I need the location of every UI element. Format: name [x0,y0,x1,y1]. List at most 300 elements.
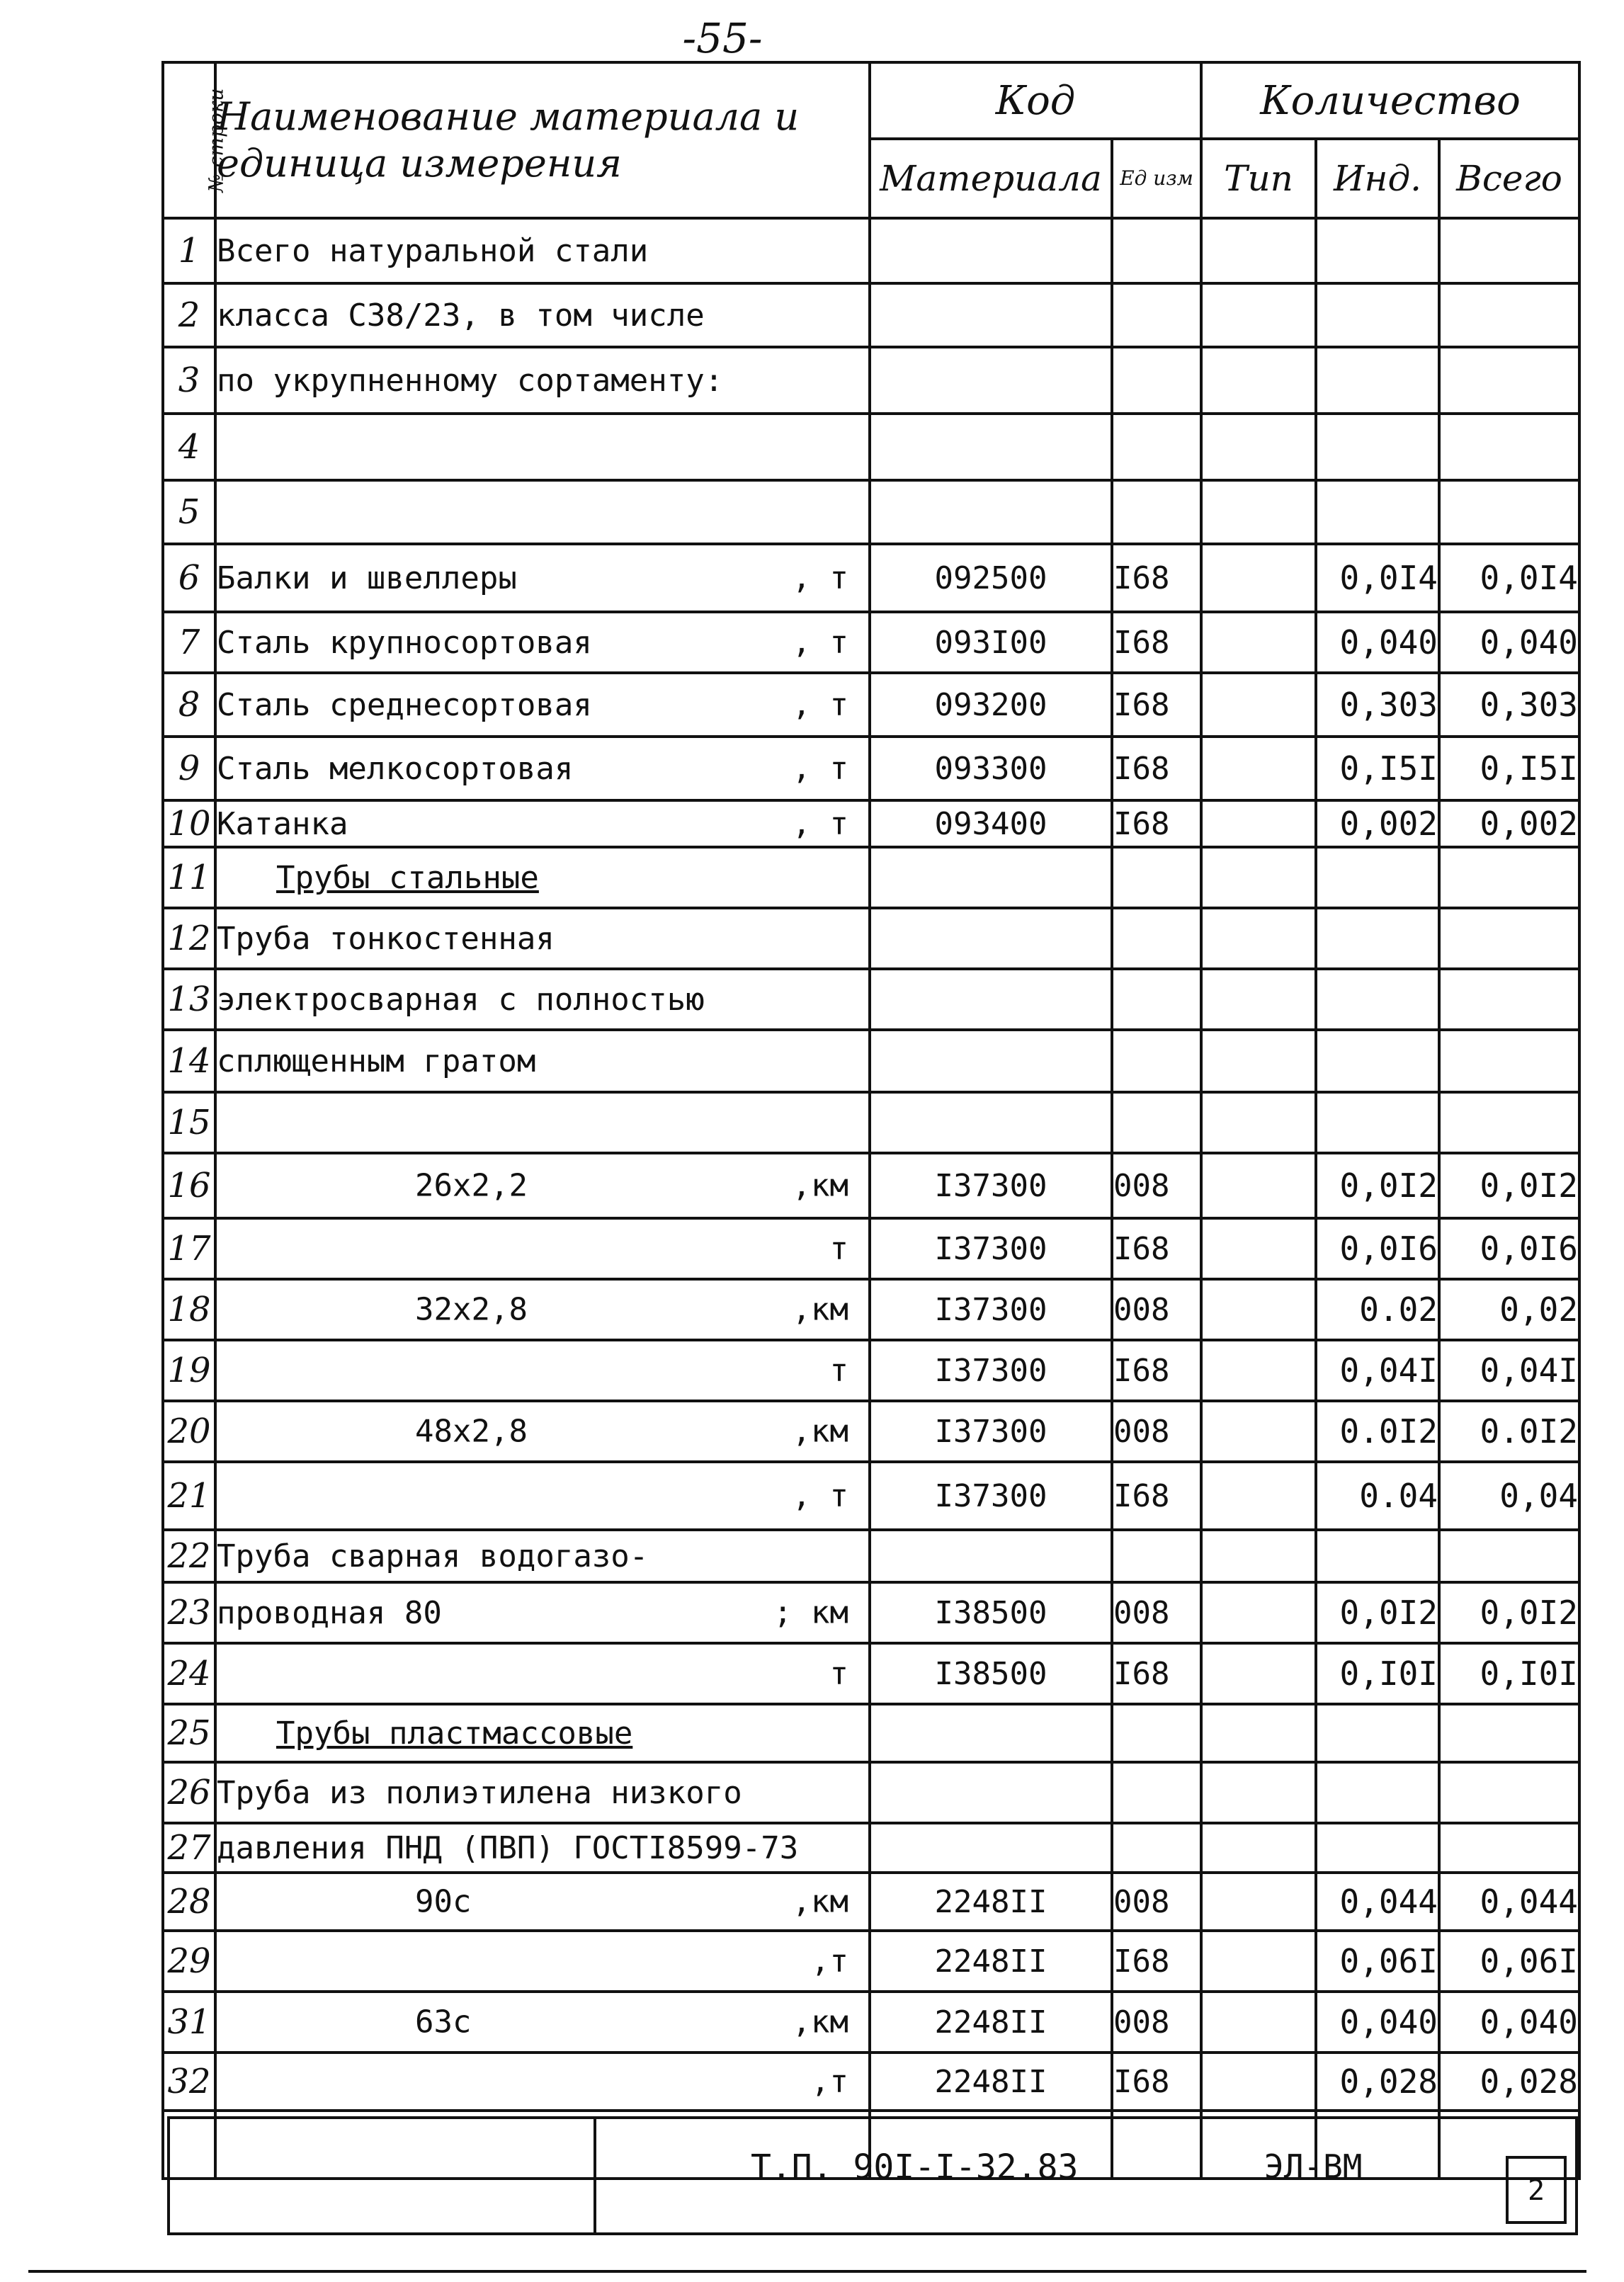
table-row [163,673,1579,737]
row-number: 32 [163,2053,215,2111]
qty-ind: 0,040 [1316,1992,1439,2053]
qty-ind [1316,347,1439,414]
table-row [163,1218,1579,1279]
title-block-divider [594,2119,596,2232]
unit-label: ,км [792,1167,848,1204]
qty-type [1201,908,1316,969]
row-number: 9 [163,737,215,800]
qty-total: 0,044 [1439,1873,1579,1931]
unit-code [1112,969,1201,1030]
qty-ind [1316,1092,1439,1153]
qty-total [1439,1530,1579,1582]
unit-label: т [829,1655,848,1692]
material-name-text: Трубы пластмассовые [276,1715,633,1752]
table-row [163,737,1579,800]
header-qty-type: Тип [1201,139,1316,218]
header-row-number: № строки [163,62,215,218]
qty-type [1201,969,1316,1030]
row-number: 13 [163,969,215,1030]
unit-code: 008 [1112,1279,1201,1340]
material-code [870,1030,1112,1092]
table-row [163,1030,1579,1092]
pipe-size: 90с [415,1883,472,1920]
table-body [163,218,1579,2179]
material-code [870,480,1112,544]
row-number: 28 [163,1873,215,1931]
row-number: 7 [163,612,215,673]
unit-code [1112,283,1201,347]
material-name [215,1992,870,2053]
table-row [163,1340,1579,1401]
material-code: I38500 [870,1582,1112,1643]
qty-ind: 0,06I [1316,1931,1439,1992]
table-row [163,1153,1579,1218]
material-name [215,908,870,969]
material-name-text: Труба тонкостенная [217,920,555,957]
unit-code: I68 [1112,2053,1201,2111]
material-code [870,414,1112,480]
header-code: Код [870,62,1201,139]
unit-label: т [829,1352,848,1389]
material-name [215,1582,870,1643]
material-name [215,1218,870,1279]
table-row [163,2053,1579,2111]
qty-ind: 0,028 [1316,2053,1439,2111]
unit-label: , т [792,624,848,661]
qty-total: 0,0I4 [1439,544,1579,612]
pipe-size: 48x2,8 [415,1413,528,1450]
qty-type [1201,673,1316,737]
row-number: 17 [163,1218,215,1279]
unit-code: I68 [1112,1218,1201,1279]
pipe-size: 32x2,8 [415,1291,528,1328]
unit-code: 008 [1112,1401,1201,1462]
material-name [215,1762,870,1823]
material-name-text: Сталь мелкосортовая [217,750,574,787]
material-name [215,1704,870,1762]
material-name-text: Сталь среднесортовая [217,686,592,723]
qty-total: 0,0I2 [1439,1153,1579,1218]
qty-total [1439,218,1579,283]
material-code: I37300 [870,1153,1112,1218]
row-number: 21 [163,1462,215,1530]
header-quantity: Количество [1201,62,1579,139]
qty-total [1439,414,1579,480]
table-row [163,800,1579,847]
material-name-text: давления ПНД (ПВП) ГОСТI8599-73 [217,1829,799,1866]
table-row [163,1401,1579,1462]
material-name-text: по укрупненному сортаменту: [217,362,724,399]
table-row [163,1992,1579,2053]
material-name [215,283,870,347]
material-code: 092500 [870,544,1112,612]
row-number: 10 [163,800,215,847]
qty-ind: 0,0I2 [1316,1582,1439,1643]
material-name [215,347,870,414]
qty-ind [1316,908,1439,969]
qty-total: 0,040 [1439,1992,1579,2053]
unit-code: 008 [1112,1873,1201,1931]
qty-total [1439,908,1579,969]
table-row [163,908,1579,969]
qty-total [1439,283,1579,347]
material-name [215,1340,870,1401]
qty-type [1201,1992,1316,2053]
row-number: 15 [163,1092,215,1153]
row-number: 25 [163,1704,215,1762]
qty-total: 0,02 [1439,1279,1579,1340]
qty-ind [1316,1704,1439,1762]
table-row [163,1873,1579,1931]
qty-type [1201,1218,1316,1279]
qty-total [1439,847,1579,908]
material-code [870,908,1112,969]
row-number: 8 [163,673,215,737]
header-qty-ind: Инд. [1316,139,1439,218]
qty-total [1439,480,1579,544]
material-code [870,1704,1112,1762]
qty-total: 0,04 [1439,1462,1579,1530]
qty-ind [1316,1530,1439,1582]
row-number: 22 [163,1530,215,1582]
qty-type [1201,1340,1316,1401]
unit-code: I68 [1112,612,1201,673]
unit-code [1112,218,1201,283]
unit-code [1112,1704,1201,1762]
qty-ind: 0.0I2 [1316,1401,1439,1462]
row-number: 26 [163,1762,215,1823]
material-code [870,1823,1112,1873]
qty-ind: 0,303 [1316,673,1439,737]
material-code [870,1092,1112,1153]
unit-label: , т [792,750,848,787]
row-number: 11 [163,847,215,908]
material-name-text: класса С38/23, в том числе [217,297,705,334]
qty-total: 0,303 [1439,673,1579,737]
row-number: 24 [163,1643,215,1704]
material-name [215,673,870,737]
qty-type [1201,1401,1316,1462]
material-code [870,347,1112,414]
material-name-text: Катанка [217,805,348,842]
material-name [215,1530,870,1582]
row-number: 29 [163,1931,215,1992]
qty-ind: 0.04 [1316,1462,1439,1530]
bottom-rule [28,2270,1586,2273]
unit-code [1112,847,1201,908]
unit-label: т [829,1230,848,1267]
qty-type [1201,1823,1316,1873]
table-row [163,283,1579,347]
table-row [163,1643,1579,1704]
pipe-size: 26x2,2 [415,1167,528,1204]
material-code [870,847,1112,908]
material-name-text: Сталь крупносортовая [217,624,592,661]
material-name [215,1279,870,1340]
unit-code [1112,414,1201,480]
material-name [215,218,870,283]
unit-code [1112,347,1201,414]
material-code: 2248II [870,1931,1112,1992]
qty-ind: 0,0I4 [1316,544,1439,612]
qty-ind: 0,I5I [1316,737,1439,800]
material-code [870,1762,1112,1823]
qty-type [1201,1030,1316,1092]
material-name [215,969,870,1030]
qty-type [1201,1582,1316,1643]
unit-code: 008 [1112,1582,1201,1643]
material-code: I37300 [870,1401,1112,1462]
qty-ind: 0,0I2 [1316,1153,1439,1218]
unit-code [1112,908,1201,969]
qty-total: 0,I5I [1439,737,1579,800]
row-number: 27 [163,1823,215,1873]
material-code: 093I00 [870,612,1112,673]
unit-code [1112,1823,1201,1873]
unit-label: ,км [792,1291,848,1328]
pipe-size: 63с [415,2004,472,2040]
row-number: 12 [163,908,215,969]
qty-ind [1316,283,1439,347]
material-name-text: Балки и швеллеры [217,560,517,596]
material-name [215,414,870,480]
qty-type [1201,1530,1316,1582]
qty-ind [1316,218,1439,283]
material-name [215,1931,870,1992]
unit-code: I68 [1112,673,1201,737]
material-code [870,283,1112,347]
unit-code: 008 [1112,1992,1201,2053]
qty-type [1201,1092,1316,1153]
qty-type [1201,1931,1316,1992]
qty-type [1201,1873,1316,1931]
row-number: 5 [163,480,215,544]
table-row [163,1279,1579,1340]
material-name [215,737,870,800]
table-row [163,1530,1579,1582]
unit-code [1112,1030,1201,1092]
material-name [215,1030,870,1092]
qty-ind: 0,002 [1316,800,1439,847]
page-number: -55- [682,14,763,62]
material-name [215,800,870,847]
table-row [163,847,1579,908]
unit-code: I68 [1112,1643,1201,1704]
qty-type [1201,800,1316,847]
row-number: 18 [163,1279,215,1340]
drawing-mark: ЭЛ-ВМ [1264,2147,1363,2186]
unit-code: I68 [1112,737,1201,800]
table-row [163,612,1579,673]
qty-total [1439,347,1579,414]
unit-label: , т [792,1477,848,1514]
unit-label: , т [792,686,848,723]
unit-code: I68 [1112,544,1201,612]
qty-ind [1316,1030,1439,1092]
unit-label: ,км [792,1413,848,1450]
table-row [163,414,1579,480]
qty-total: 0,06I [1439,1931,1579,1992]
qty-total [1439,1762,1579,1823]
qty-type [1201,1704,1316,1762]
material-name [215,1462,870,1530]
qty-ind: 0,044 [1316,1873,1439,1931]
qty-ind [1316,847,1439,908]
material-name-text: электросварная с полностью [217,981,705,1018]
table-row [163,218,1579,283]
qty-type [1201,1462,1316,1530]
qty-ind: 0.02 [1316,1279,1439,1340]
row-number: 31 [163,1992,215,2053]
document-code: Т.П. 90I-I-32.83 [751,2147,1079,2187]
table-row [163,1762,1579,1823]
qty-total: 0,002 [1439,800,1579,847]
table-row [163,1931,1579,1992]
unit-code: I68 [1112,1931,1201,1992]
material-name-text: проводная 80 [217,1594,442,1631]
qty-total: 0,0I6 [1439,1218,1579,1279]
unit-code [1112,1092,1201,1153]
material-code: 2248II [870,1873,1112,1931]
qty-ind: 0,040 [1316,612,1439,673]
qty-ind [1316,414,1439,480]
qty-total [1439,1030,1579,1092]
qty-type [1201,1643,1316,1704]
qty-type [1201,737,1316,800]
unit-code: I68 [1112,800,1201,847]
qty-ind [1316,480,1439,544]
unit-code: 008 [1112,1153,1201,1218]
header-code-unit: Ед изм [1112,139,1201,218]
table-row [163,1823,1579,1873]
qty-total: 0,028 [1439,2053,1579,2111]
material-code: 2248II [870,1992,1112,2053]
material-name-text: Трубы стальные [276,859,539,896]
qty-ind [1316,1823,1439,1873]
qty-type [1201,414,1316,480]
unit-label: ,т [811,2063,848,2100]
row-number: 4 [163,414,215,480]
unit-label: , т [792,805,848,842]
material-name [215,544,870,612]
qty-total [1439,1823,1579,1873]
material-name [215,2053,870,2111]
table-row [163,1462,1579,1530]
table-row [163,1092,1579,1153]
qty-total: 0.0I2 [1439,1401,1579,1462]
qty-type [1201,1153,1316,1218]
material-name-text: сплющенным гратом [217,1043,536,1079]
qty-type [1201,1279,1316,1340]
material-name [215,1092,870,1153]
material-name [215,612,870,673]
unit-label: ,км [792,2004,848,2040]
header-qty-total: Всего [1439,139,1579,218]
qty-total: 0,0I2 [1439,1582,1579,1643]
material-name [215,1873,870,1931]
qty-total [1439,1704,1579,1762]
material-name [215,1153,870,1218]
title-block [167,2116,1578,2235]
material-code [870,1530,1112,1582]
qty-ind [1316,969,1439,1030]
material-code: 093400 [870,800,1112,847]
table-row [163,544,1579,612]
qty-type [1201,347,1316,414]
row-number: 6 [163,544,215,612]
material-code: 2248II [870,2053,1112,2111]
unit-label: ,т [811,1943,848,1980]
material-code: I37300 [870,1340,1112,1401]
qty-type [1201,2053,1316,2111]
qty-total: 0,I0I [1439,1643,1579,1704]
material-code: I37300 [870,1462,1112,1530]
material-name [215,1401,870,1462]
row-number: 19 [163,1340,215,1401]
material-code: 093200 [870,673,1112,737]
row-number: 16 [163,1153,215,1218]
row-number: 2 [163,283,215,347]
row-number: 14 [163,1030,215,1092]
unit-code [1112,480,1201,544]
qty-total [1439,1092,1579,1153]
qty-total [1439,969,1579,1030]
unit-code [1112,1530,1201,1582]
qty-ind [1316,1762,1439,1823]
material-name [215,847,870,908]
qty-type [1201,1762,1316,1823]
table-row [163,969,1579,1030]
qty-type [1201,612,1316,673]
unit-code [1112,1762,1201,1823]
row-number: 20 [163,1401,215,1462]
material-name [215,1643,870,1704]
material-code: I37300 [870,1218,1112,1279]
qty-ind: 0,04I [1316,1340,1439,1401]
qty-ind: 0,I0I [1316,1643,1439,1704]
table-row [163,1582,1579,1643]
material-name [215,480,870,544]
material-name [215,1823,870,1873]
unit-label: ,км [792,1883,848,1920]
table-row [163,347,1579,414]
material-code [870,218,1112,283]
sheet-number: 2 [1506,2156,1567,2224]
qty-type [1201,847,1316,908]
material-name-text: Всего натуральной стали [217,232,649,269]
material-code: I37300 [870,1279,1112,1340]
unit-label: ; км [773,1594,848,1631]
material-code: 093300 [870,737,1112,800]
header-name: Наименование материала и единица измерения [215,62,870,218]
qty-ind: 0,0I6 [1316,1218,1439,1279]
material-name-text: Труба из полиэтилена низкого [217,1774,742,1811]
qty-total: 0,040 [1439,612,1579,673]
material-code: I38500 [870,1643,1112,1704]
material-name-text: Труба сварная водогазо- [217,1538,649,1574]
qty-type [1201,480,1316,544]
unit-code: I68 [1112,1340,1201,1401]
qty-total: 0,04I [1439,1340,1579,1401]
table-row [163,480,1579,544]
qty-type [1201,218,1316,283]
row-number: 3 [163,347,215,414]
material-spec-table [161,61,1581,2180]
unit-code: I68 [1112,1462,1201,1530]
unit-label: , т [792,560,848,596]
qty-type [1201,283,1316,347]
table-row [163,1704,1579,1762]
